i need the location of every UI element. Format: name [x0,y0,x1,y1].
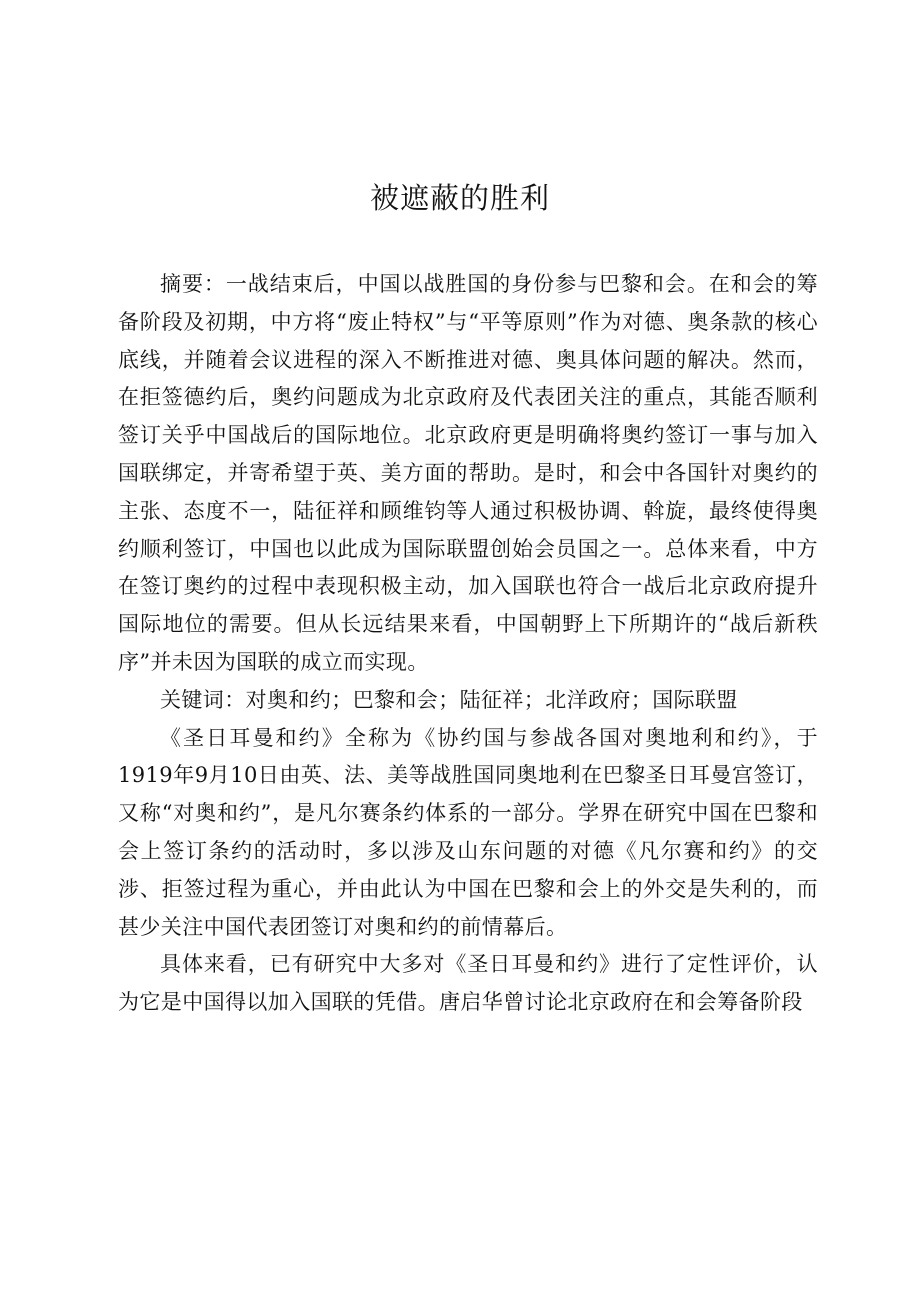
document-title: 被遮蔽的胜利 [369,181,550,215]
keywords-paragraph: 关键词：对奥和约；巴黎和会；陆征祥；北洋政府；国际联盟 [160,687,738,712]
abstract-paragraph: 摘要：一战结束后，中国以战胜国的身份参与巴黎和会。在和会的筹备阶段及初期，中方将“废止特权”与“平等原则”作为对德、奥条款的核心底线，并随着会议进程的深入不断推进对德、奥具体问题的解决。然而，在拒签德约后，奥约问题成为北京政府及代表团关注的重点，其能否顺利签订关乎中国战后的国际地位。北京政府更是明确将奥约签订一事与加入国联绑定，并寄希望于英、美方面的帮助。是时，和会中各国针对奥约的主张、态度不一，陆征祥和顾维钧等人通过积极协调、斡旋，最终使得奥约顺利签订，中国也以此成为国际联盟创始会员国之一。总体来看，中方在签订奥约的过程中表现积极主动，加入国联也符合一战后北京政府提升国际地位的需要。但从长远结果来看，中国朝野上下所期许的“战后新秩序”并未因为国联的成立而实现。 [118,272,818,674]
body-paragraph: 《圣日耳曼和约》全称为《协约国与参战各国对奥地利和约》，于1919年9月10日由英、法、美等战胜国同奥地利在巴黎圣日耳曼宫签订，又称“对奥和约”，是凡尔赛条约体系的一部分。学界在研究中国在巴黎和会上签订条约的活动时，多以涉及山东问题的对德《凡尔赛和约》的交涉、拒签过程为重心，并由此认为中国在巴黎和会上的外交是失利的，而甚少关注中国代表团签订对奥和约的前情幕后。 [118,725,818,939]
document-body [118,266,818,1022]
body-paragraph: 具体来看，已有研究中大多对《圣日耳曼和约》进行了定性评价，认为它是中国得以加入国联的凭借。唐启华曾讨论北京政府在和会筹备阶段 [118,952,818,1015]
